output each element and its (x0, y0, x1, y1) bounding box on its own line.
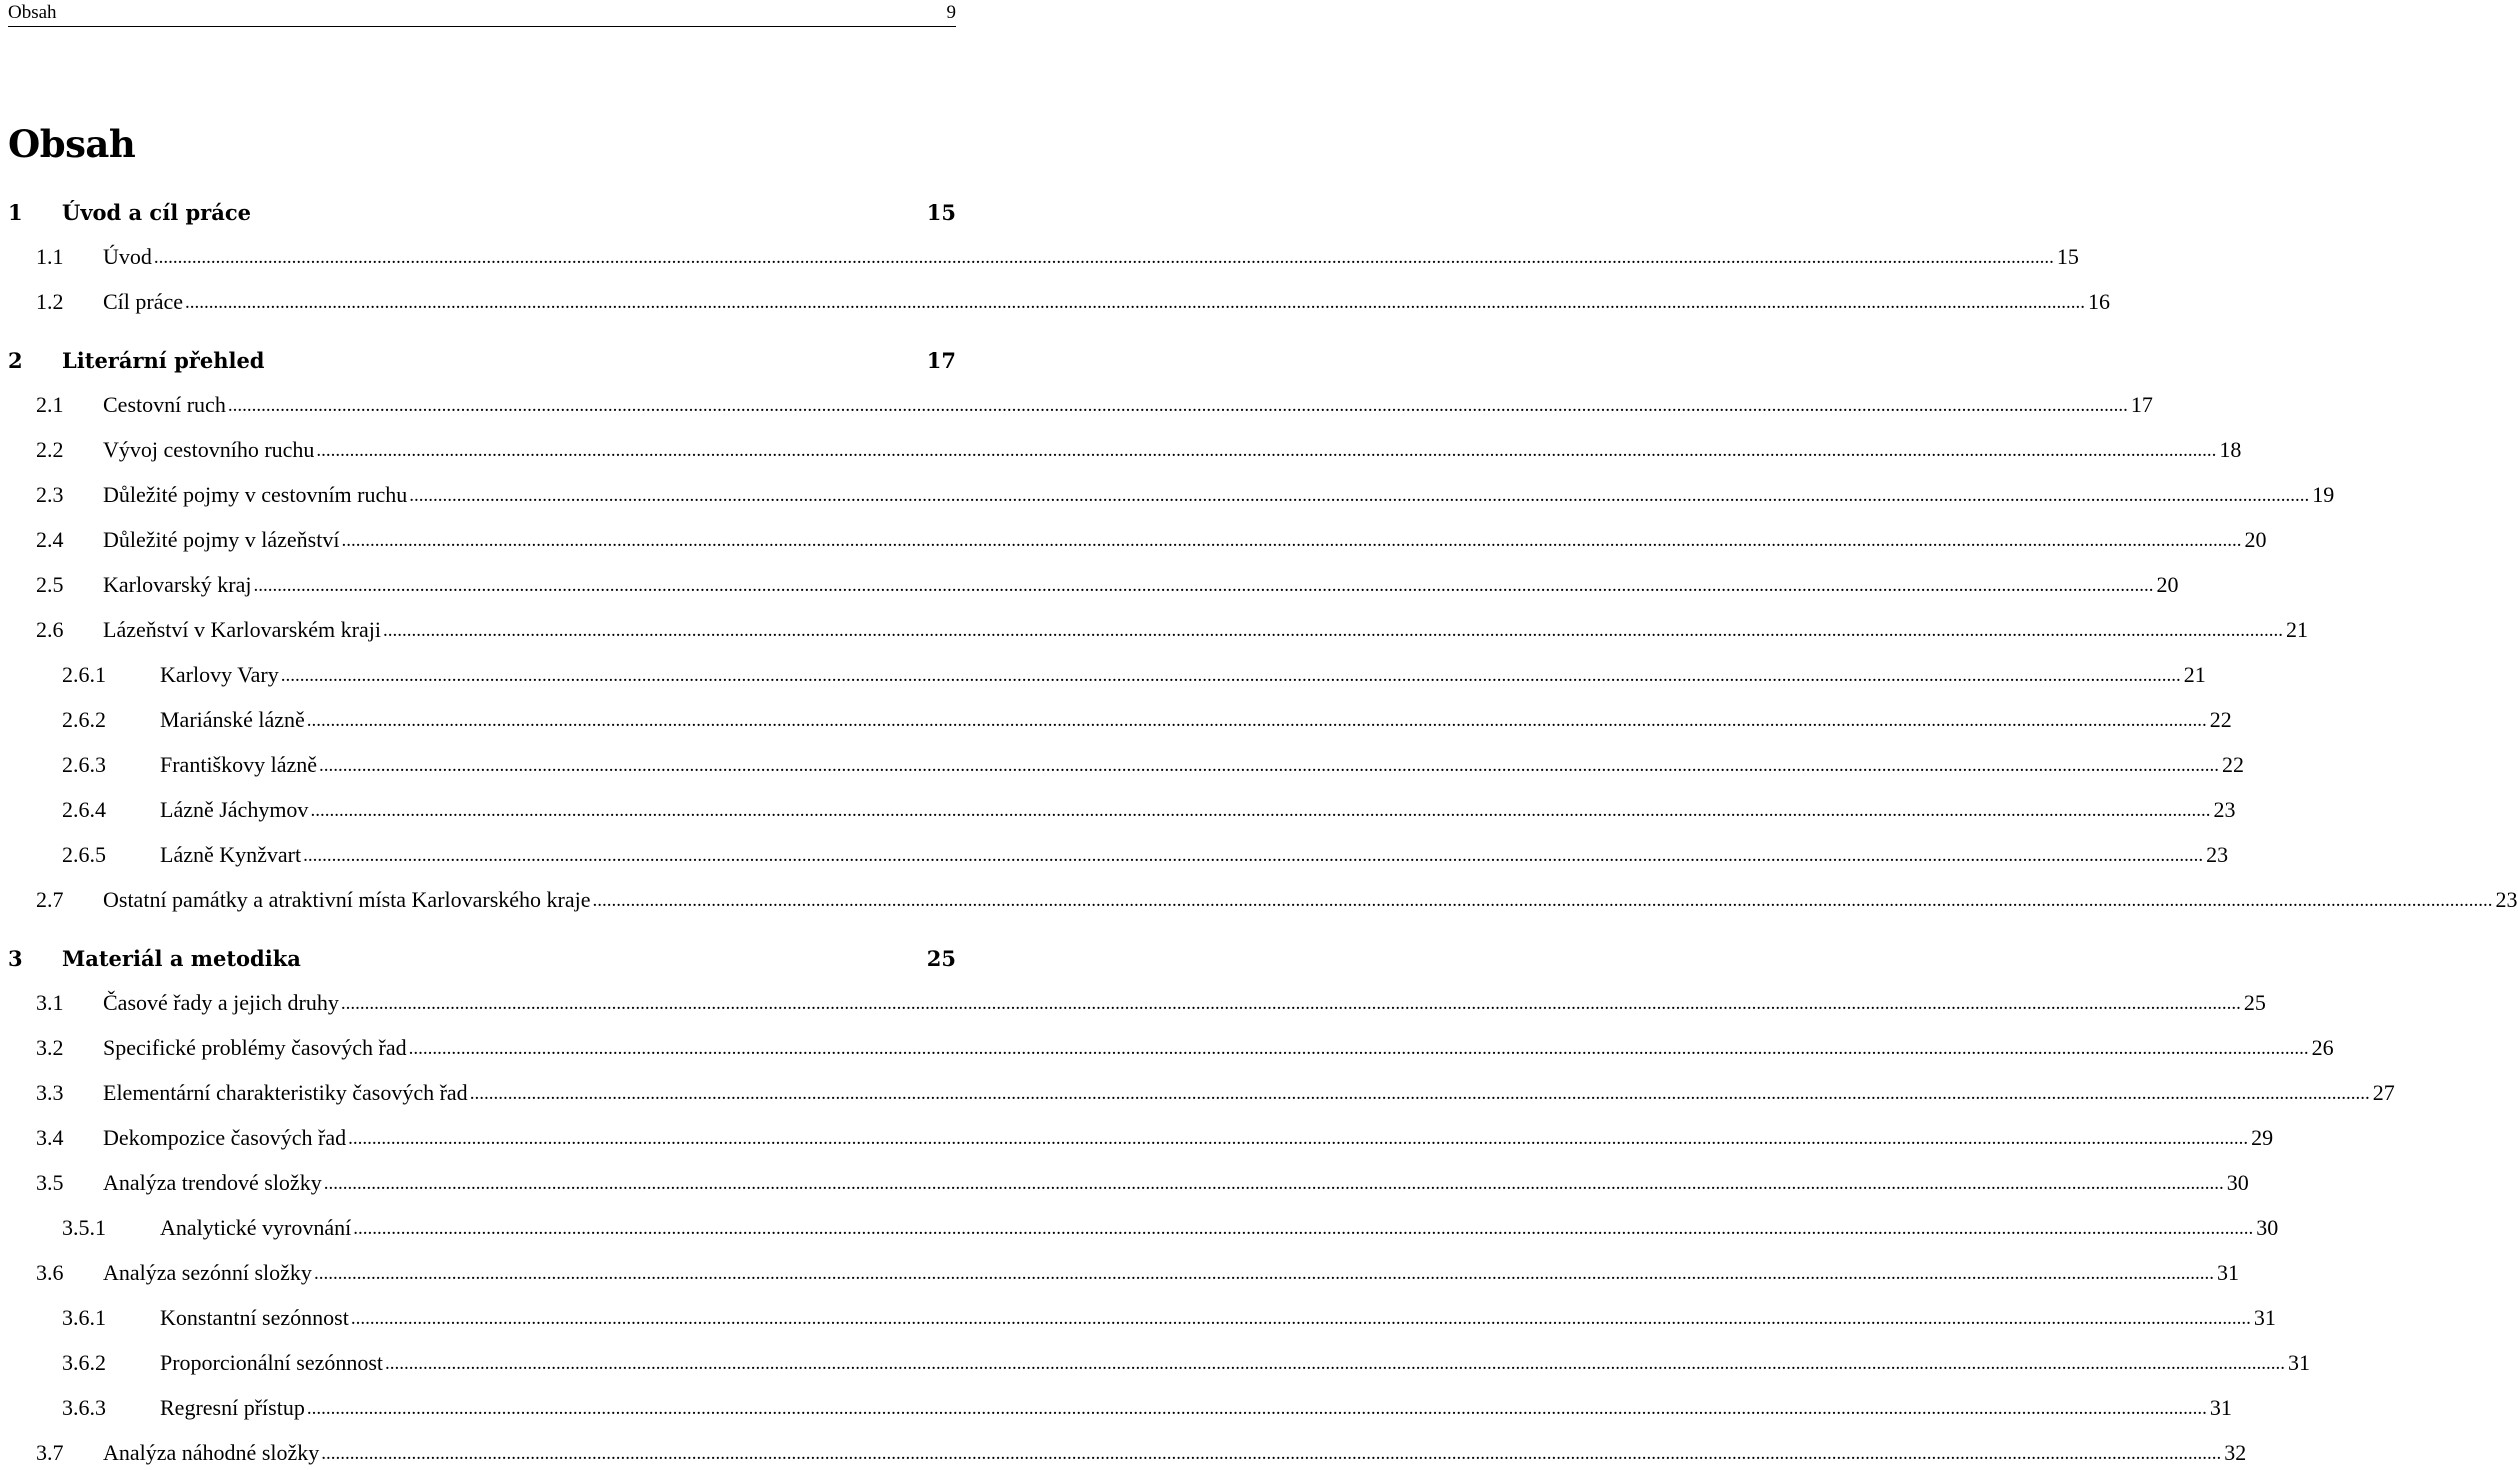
toc-entry[interactable] (0, 344, 956, 376)
toc-entry[interactable] (0, 1167, 2249, 1199)
toc-entry-page: 21 (2183, 662, 2206, 687)
toc-entry-title-area (103, 482, 2335, 508)
toc-leader-dots: ................................................................................................................................................................................................................................................................................................................................................................................................................ (350, 1308, 2251, 1329)
toc-entry-number: 1 (8, 200, 23, 225)
toc-entry-title: Důležité pojmy v lázeňství (103, 527, 340, 552)
toc-leader-dots: ................................................................................................................................................................................................................................................................................................................................................................................................................ (382, 620, 2283, 641)
toc-leader-dots: ................................................................................................................................................................................................................................................................................................................................................................................................................ (321, 1443, 2222, 1464)
toc-entry-title: Důležité pojmy v cestovním ruchu (103, 482, 408, 507)
toc-entry-title: Lázně Jáchymov (160, 797, 309, 822)
toc-entry-number: 3.4 (36, 1125, 64, 1150)
toc-leader-dots: ................................................................................................................................................................................................................................................................................................................................................................................................................ (319, 755, 2220, 776)
toc-entry-number: 2.6.2 (62, 707, 106, 732)
toc-entry-title-area (103, 887, 2518, 913)
running-header-page-number: 9 (946, 2, 956, 23)
toc-entry-number: 1.2 (36, 289, 64, 314)
toc-entry-page: 18 (2219, 437, 2242, 462)
toc-leader-dots: ................................................................................................................................................................................................................................................................................................................................................................................................................ (348, 1128, 2249, 1149)
toc-leader-dots: ................................................................................................................................................................................................................................................................................................................................................................................................................ (469, 1083, 2370, 1104)
toc-entry-title: Analýza náhodné složky (103, 1440, 320, 1465)
toc-entry-title: Specifické problémy časových řad (103, 1035, 407, 1060)
toc-entry-title-area (160, 752, 2245, 778)
toc-entry-page: 22 (2209, 707, 2232, 732)
toc-entry-title: Cestovní ruch (103, 392, 226, 417)
toc-entry-page: 31 (2253, 1305, 2276, 1330)
toc-entry-title-area (103, 289, 2111, 315)
toc-entry-number: 3.5.1 (62, 1215, 106, 1240)
toc-entry-title: Ostatní památky a atraktivní místa Karlovarského kraje (103, 887, 591, 912)
toc-entry-number: 3 (8, 946, 23, 971)
toc-entry-title: Proporcionální sezónnost (160, 1350, 384, 1375)
toc-entry[interactable] (0, 942, 956, 974)
toc-leader-dots: ................................................................................................................................................................................................................................................................................................................................................................................................................ (385, 1353, 2286, 1374)
toc-entry[interactable] (0, 1437, 2247, 1469)
toc-entry-title: Úvod a cíl práce (62, 200, 924, 225)
toc-leader-dots: ................................................................................................................................................................................................................................................................................................................................................................................................................ (341, 530, 2242, 551)
running-header-section: Obsah (8, 2, 57, 23)
toc-entry-page: 26 (2311, 1035, 2334, 1060)
toc-entry-title-area (103, 437, 2242, 463)
toc-entry-page: 23 (2213, 797, 2236, 822)
toc-entry-number: 2.4 (36, 527, 64, 552)
toc-entry-number: 3.6.2 (62, 1350, 106, 1375)
toc-entry-number: 3.6.1 (62, 1305, 106, 1330)
toc-entry-title: Analytické vyrovnání (160, 1215, 352, 1240)
toc-entry-title: Cíl práce (103, 289, 184, 314)
toc-entry-page: 17 (926, 348, 956, 373)
toc-leader-dots: ................................................................................................................................................................................................................................................................................................................................................................................................................ (303, 845, 2204, 866)
toc-entry[interactable] (0, 884, 2518, 916)
toc-leader-dots: ................................................................................................................................................................................................................................................................................................................................................................................................................ (153, 247, 2054, 268)
toc-entry-number: 2.7 (36, 887, 64, 912)
toc-entry[interactable] (0, 1257, 2239, 1289)
toc-entry-page: 29 (2251, 1125, 2274, 1150)
toc-entry[interactable] (0, 241, 2079, 273)
toc-entry[interactable] (0, 749, 2245, 781)
toc-entry-page: 22 (2222, 752, 2245, 777)
toc-leader-dots: ................................................................................................................................................................................................................................................................................................................................................................................................................ (185, 292, 2086, 313)
toc-leader-dots: ................................................................................................................................................................................................................................................................................................................................................................................................................ (280, 665, 2181, 686)
toc-entry-title: Materiál a metodika (62, 946, 924, 971)
toc-entry-title-area (62, 348, 956, 373)
toc-entry[interactable] (0, 1122, 2274, 1154)
toc-entry-title-area (103, 1260, 2239, 1286)
toc-entry-page: 21 (2285, 617, 2308, 642)
toc-leader-dots: ................................................................................................................................................................................................................................................................................................................................................................................................................ (353, 1218, 2254, 1239)
toc-entry-number: 3.6 (36, 1260, 64, 1285)
toc-entry-page: 31 (2288, 1350, 2311, 1375)
toc-entry[interactable] (0, 569, 2179, 601)
toc-leader-dots: ................................................................................................................................................................................................................................................................................................................................................................................................................ (227, 395, 2128, 416)
toc-entry-page: 23 (2495, 887, 2518, 912)
toc-entry-title-area (160, 1215, 2279, 1241)
toc-entry-number: 2.6.1 (62, 662, 106, 687)
toc-entry-title-area (103, 1440, 2247, 1466)
toc-entry[interactable] (0, 659, 2206, 691)
toc-entry-page: 16 (2088, 289, 2111, 314)
toc-leader-dots: ................................................................................................................................................................................................................................................................................................................................................................................................................ (316, 440, 2217, 461)
toc-entry-title: Karlovarský kraj (103, 572, 252, 597)
toc-entry-title: Elementární charakteristiky časových řad (103, 1080, 468, 1105)
toc-entry-number: 2.6 (36, 617, 64, 642)
toc-entry-page: 23 (2206, 842, 2229, 867)
toc-entry-page: 32 (2224, 1440, 2247, 1465)
toc-leader-dots: ................................................................................................................................................................................................................................................................................................................................................................................................................ (310, 800, 2211, 821)
toc-entry-page: 20 (2244, 527, 2267, 552)
toc-entry[interactable] (0, 479, 2335, 511)
toc-entry-title-area (160, 842, 2229, 868)
toc-entry-page: 25 (926, 946, 956, 971)
toc-entry-title: Dekompozice časových řad (103, 1125, 347, 1150)
toc-leader-dots: ................................................................................................................................................................................................................................................................................................................................................................................................................ (253, 575, 2154, 596)
toc-entry-title-area (103, 617, 2308, 643)
toc-entry[interactable] (0, 1392, 2232, 1424)
toc-entry-title: Konstantní sezónnost (160, 1305, 349, 1330)
toc-entry-title-area (103, 527, 2267, 553)
toc-entry-title-area (103, 990, 2266, 1016)
toc-entry-title-area (103, 1125, 2274, 1151)
toc-entry-page: 30 (2226, 1170, 2249, 1195)
toc-entry-number: 2.6.5 (62, 842, 106, 867)
toc-entry-page: 25 (2243, 990, 2266, 1015)
toc-entry-title: Vývoj cestovního ruchu (103, 437, 315, 462)
toc-entry-title: Lázně Kynžvart (160, 842, 302, 867)
toc-entry[interactable] (0, 839, 2229, 871)
toc-entry-number: 3.6.3 (62, 1395, 106, 1420)
toc-entry-title-area (160, 797, 2236, 823)
toc-entry-title-area (103, 1170, 2249, 1196)
toc-entry-title-area (103, 1080, 2395, 1106)
toc-entry-title: Analýza sezónní složky (103, 1260, 312, 1285)
toc-entry-page: 30 (2256, 1215, 2279, 1240)
toc-entry[interactable] (0, 1032, 2334, 1064)
toc-entry[interactable] (0, 987, 2266, 1019)
toc-entry-title: Františkovy lázně (160, 752, 318, 777)
toc-entry-number: 3.1 (36, 990, 64, 1015)
toc-entry[interactable] (0, 434, 2242, 466)
toc-entry-page: 20 (2156, 572, 2179, 597)
toc-entry[interactable] (0, 614, 2308, 646)
toc-entry-number: 2.3 (36, 482, 64, 507)
toc-entry[interactable] (0, 389, 2153, 421)
toc-entry-title: Časové řady a jejich druhy (103, 990, 339, 1015)
toc-entry-title-area (103, 1035, 2334, 1061)
toc-entry-title-area (103, 244, 2079, 270)
toc-entry[interactable] (0, 196, 956, 228)
toc-entry[interactable] (0, 1302, 2276, 1334)
toc-entry-number: 2 (8, 348, 23, 373)
toc-entry-number: 2.1 (36, 392, 64, 417)
toc-entry-page: 31 (2209, 1395, 2232, 1420)
toc-entry-title-area (62, 200, 956, 225)
toc-entry-title: Analýza trendové složky (103, 1170, 322, 1195)
toc-entry-page: 31 (2216, 1260, 2239, 1285)
toc-entry-title: Literární přehled (62, 348, 924, 373)
toc-entry[interactable] (0, 1347, 2311, 1379)
toc-entry-number: 3.5 (36, 1170, 64, 1195)
toc-leader-dots: ................................................................................................................................................................................................................................................................................................................................................................................................................ (323, 1173, 2224, 1194)
toc-entry-title: Lázeňství v Karlovarském kraji (103, 617, 381, 642)
toc-entry[interactable] (0, 286, 2111, 318)
toc-entry-title: Karlovy Vary (160, 662, 279, 687)
toc-leader-dots: ................................................................................................................................................................................................................................................................................................................................................................................................................ (340, 993, 2241, 1014)
toc-entry-number: 3.3 (36, 1080, 64, 1105)
toc-entry[interactable] (0, 794, 2236, 826)
toc-entry-title: Úvod (103, 244, 152, 269)
toc-entry-page: 15 (926, 200, 956, 225)
toc-entry-title-area (103, 392, 2153, 418)
toc-leader-dots: ................................................................................................................................................................................................................................................................................................................................................................................................................ (409, 485, 2310, 506)
toc-leader-dots: ................................................................................................................................................................................................................................................................................................................................................................................................................ (313, 1263, 2214, 1284)
toc-entry-title-area (62, 946, 956, 971)
toc-entry-number: 3.7 (36, 1440, 64, 1465)
toc-entry-number: 2.6.4 (62, 797, 106, 822)
toc-entry-page: 27 (2372, 1080, 2395, 1105)
toc-entry-title: Mariánské lázně (160, 707, 305, 732)
toc-entry-page: 19 (2312, 482, 2335, 507)
toc-entry-page: 15 (2056, 244, 2079, 269)
toc-leader-dots: ................................................................................................................................................................................................................................................................................................................................................................................................................ (306, 1398, 2207, 1419)
toc-entry-number: 2.6.3 (62, 752, 106, 777)
toc-entry-number: 2.5 (36, 572, 64, 597)
toc-entry-title-area (160, 707, 2232, 733)
toc-leader-dots: ................................................................................................................................................................................................................................................................................................................................................................................................................ (592, 890, 2493, 911)
toc-entry-title-area (160, 1395, 2232, 1421)
toc-entry-title-area (103, 572, 2179, 598)
toc-entry-number: 2.2 (36, 437, 64, 462)
toc-entry[interactable] (0, 1077, 2395, 1109)
page-title: Obsah (8, 122, 136, 166)
toc-entry-number: 3.2 (36, 1035, 64, 1060)
toc-leader-dots: ................................................................................................................................................................................................................................................................................................................................................................................................................ (306, 710, 2207, 731)
toc-entry-number: 1.1 (36, 244, 64, 269)
toc-entry[interactable] (0, 704, 2232, 736)
toc-entry-page: 17 (2130, 392, 2153, 417)
toc-entry-title-area (160, 1350, 2311, 1376)
toc-entry-title-area (160, 1305, 2276, 1331)
toc-entry[interactable] (0, 524, 2267, 556)
toc-entry-title: Regresní přístup (160, 1395, 305, 1420)
toc-entry-title-area (160, 662, 2206, 688)
toc-entry[interactable] (0, 1212, 2279, 1244)
toc-leader-dots: ................................................................................................................................................................................................................................................................................................................................................................................................................ (408, 1038, 2309, 1059)
